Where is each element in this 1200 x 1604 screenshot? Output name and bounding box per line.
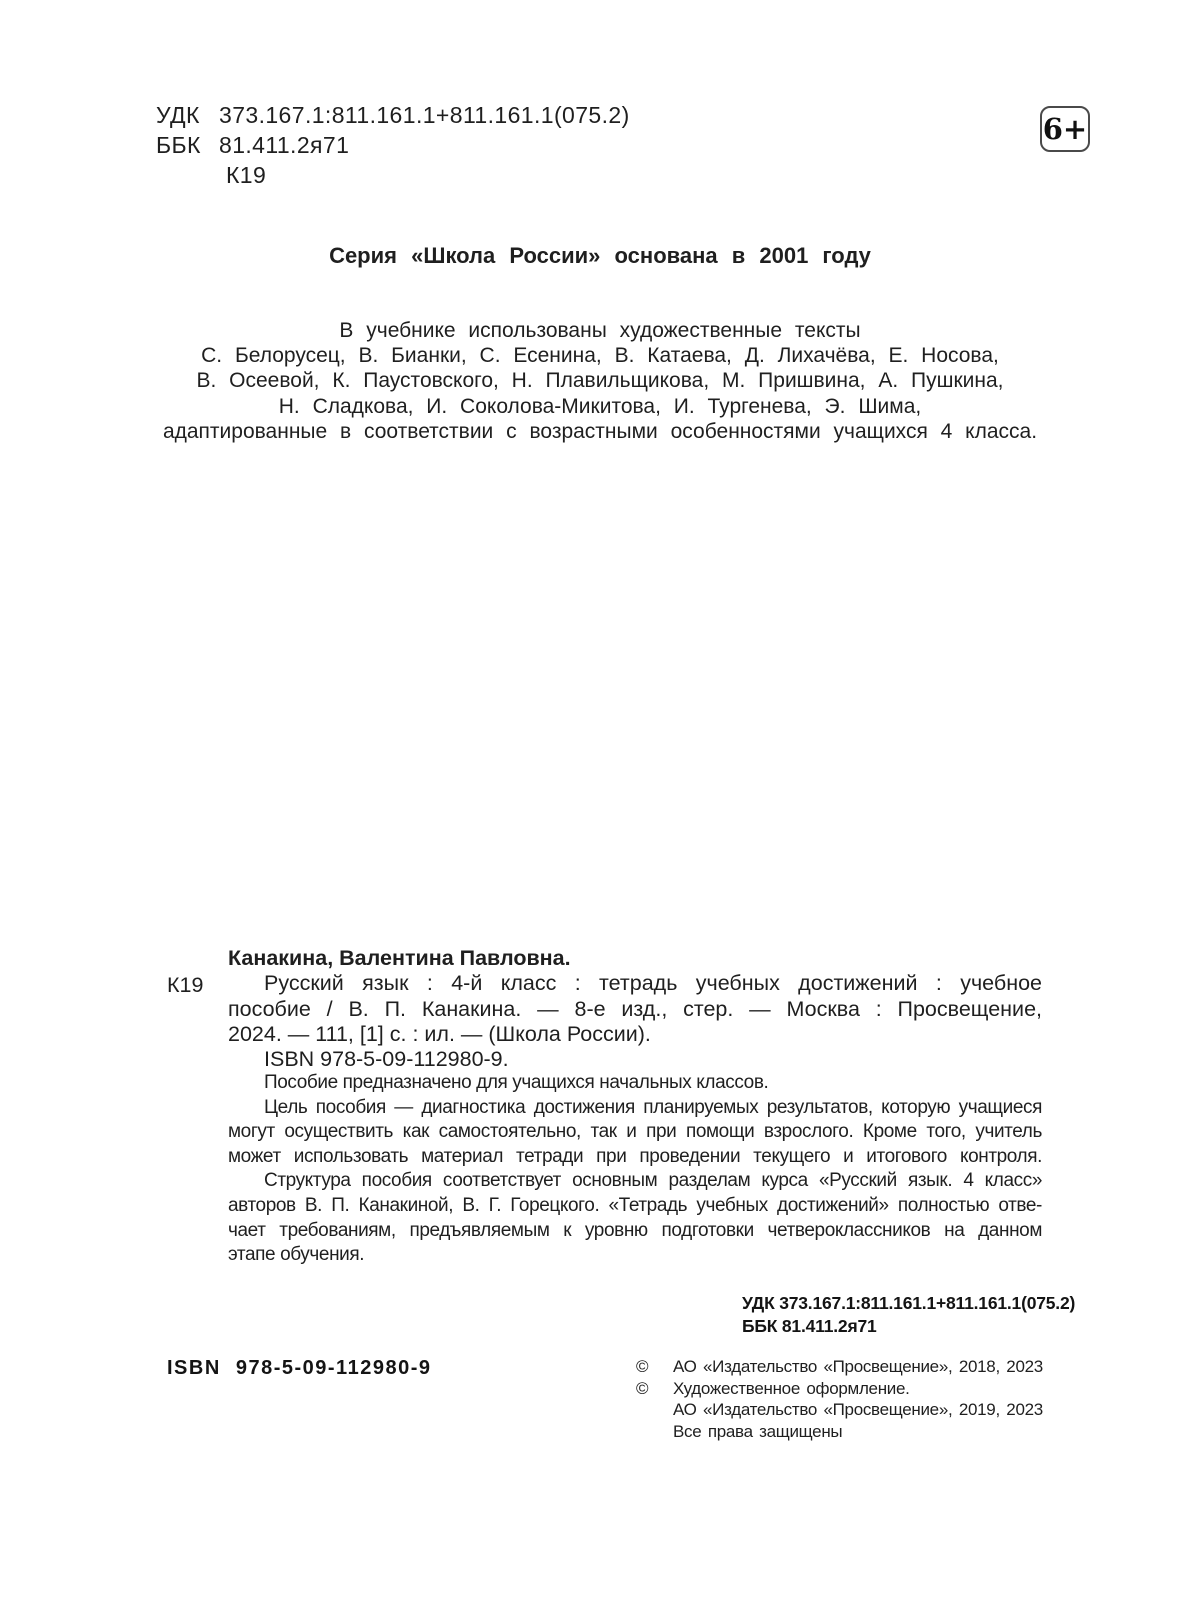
annotation-block (228, 1071, 1042, 1268)
top-codes-block (156, 100, 630, 190)
bibliographic-record (228, 946, 1042, 1072)
margin-author-code: К19 (167, 973, 204, 997)
author-heading: Канакина, Валентина Павловна. (228, 946, 571, 970)
bibliographic-description-line: 2024. — 111, [1] с. : ил. — (Школа России). (228, 1021, 651, 1046)
annotation-paragraph (228, 1071, 1042, 1096)
bibliographic-description-line: пособие / В. П. Канакина. — 8-е изд., стер. — Москва : Просвещение, (228, 996, 1042, 1021)
intro-paragraph (137, 318, 1063, 444)
copyright-text: Все права защищены (673, 1421, 843, 1441)
annotation-paragraph (228, 1169, 1042, 1267)
bottom-udk-code: УДК 373.167.1:811.161.1+811.161.1(075.2) (742, 1293, 1076, 1313)
annotation-line: чает требованиям, предъявляемым к уровню подготовки четвероклассников на данном (228, 1219, 1042, 1241)
bottom-codes-block (742, 1292, 1075, 1337)
copyright-symbol (636, 1399, 673, 1421)
intro-line: В. Осеевой, К. Паустовского, Н. Плавильщикова, М. Пришвина, А. Пушкина, (196, 369, 1004, 393)
bibliographic-description-line: Русский язык : 4-й класс : тетрадь учебных достижений : учебное (264, 971, 1042, 996)
annotation-line: этапе обучения. (228, 1244, 365, 1266)
bbk-label: ББК (156, 132, 201, 158)
copyright-text: Художественное оформление. (673, 1378, 910, 1398)
bbk-value: 81.411.2я71 (219, 132, 350, 158)
bottom-bbk-code: ББК 81.411.2я71 (742, 1315, 877, 1336)
udk-value: 373.167.1:811.161.1+811.161.1(075.2) (219, 102, 630, 128)
annotation-line: могут осуществить как самостоятельно, так и при помощи взрослого. Кроме того, учитель (228, 1121, 1042, 1143)
intro-line: Н. Сладкова, И. Соколова-Микитова, И. Тургенева, Э. Шима, (278, 394, 922, 418)
intro-line: С. Белорусец, В. Бианки, С. Есенина, В. Катаева, Д. Лихачёва, Е. Носова, (201, 344, 999, 368)
isbn-number: ISBN 978-5-09-112980-9 (167, 1357, 432, 1379)
intro-line: адаптированные в соответствии с возрастными особенностями учащихся 4 класса. (162, 419, 1038, 443)
isbn-line: ISBN 978-5-09-112980-9. (264, 1047, 509, 1072)
annotation-line: Цель пособия — диагностика достижения планируемых результатов, которую учащиеся (264, 1096, 1042, 1118)
annotation-paragraph (228, 1096, 1042, 1170)
copyright-row (636, 1356, 1066, 1378)
author-code-row (156, 160, 630, 190)
intro-line: В учебнике использованы художественные тексты (339, 319, 861, 342)
copyright-text: АО «Издательство «Просвещение», 2019, 2023 (673, 1400, 1043, 1419)
series-note: Серия «Школа России» основана в 2001 году (329, 243, 871, 268)
copyright-symbol: © (636, 1378, 649, 1398)
annotation-line: Структура пособия соответствует основным разделам курса «Русский язык. 4 класс» (264, 1170, 1042, 1192)
age-rating-badge: 6+ (1040, 106, 1090, 152)
annotation-line: может использовать материал тетради при проведении текущего и итогового контроля. (228, 1145, 1042, 1167)
copyright-text: АО «Издательство «Просвещение», 2018, 2023 (673, 1357, 1043, 1376)
bbk-code-row (156, 130, 630, 160)
copyright-row (636, 1399, 1066, 1421)
udk-label: УДК (156, 102, 200, 128)
annotation-line: Пособие предназначено для учащихся начальных классов. (264, 1072, 769, 1093)
copyright-symbol: © (636, 1357, 649, 1376)
udk-code-row (156, 100, 630, 130)
author-code: К19 (226, 162, 267, 188)
copyright-row (636, 1378, 1066, 1400)
copyright-symbol (636, 1421, 673, 1443)
copyright-block (636, 1356, 1066, 1442)
copyright-row (636, 1421, 1066, 1443)
annotation-line: авторов В. П. Канакиной, В. Г. Горецкого. «Тетрадь учебных достижений» полностью отве- (228, 1194, 1042, 1216)
